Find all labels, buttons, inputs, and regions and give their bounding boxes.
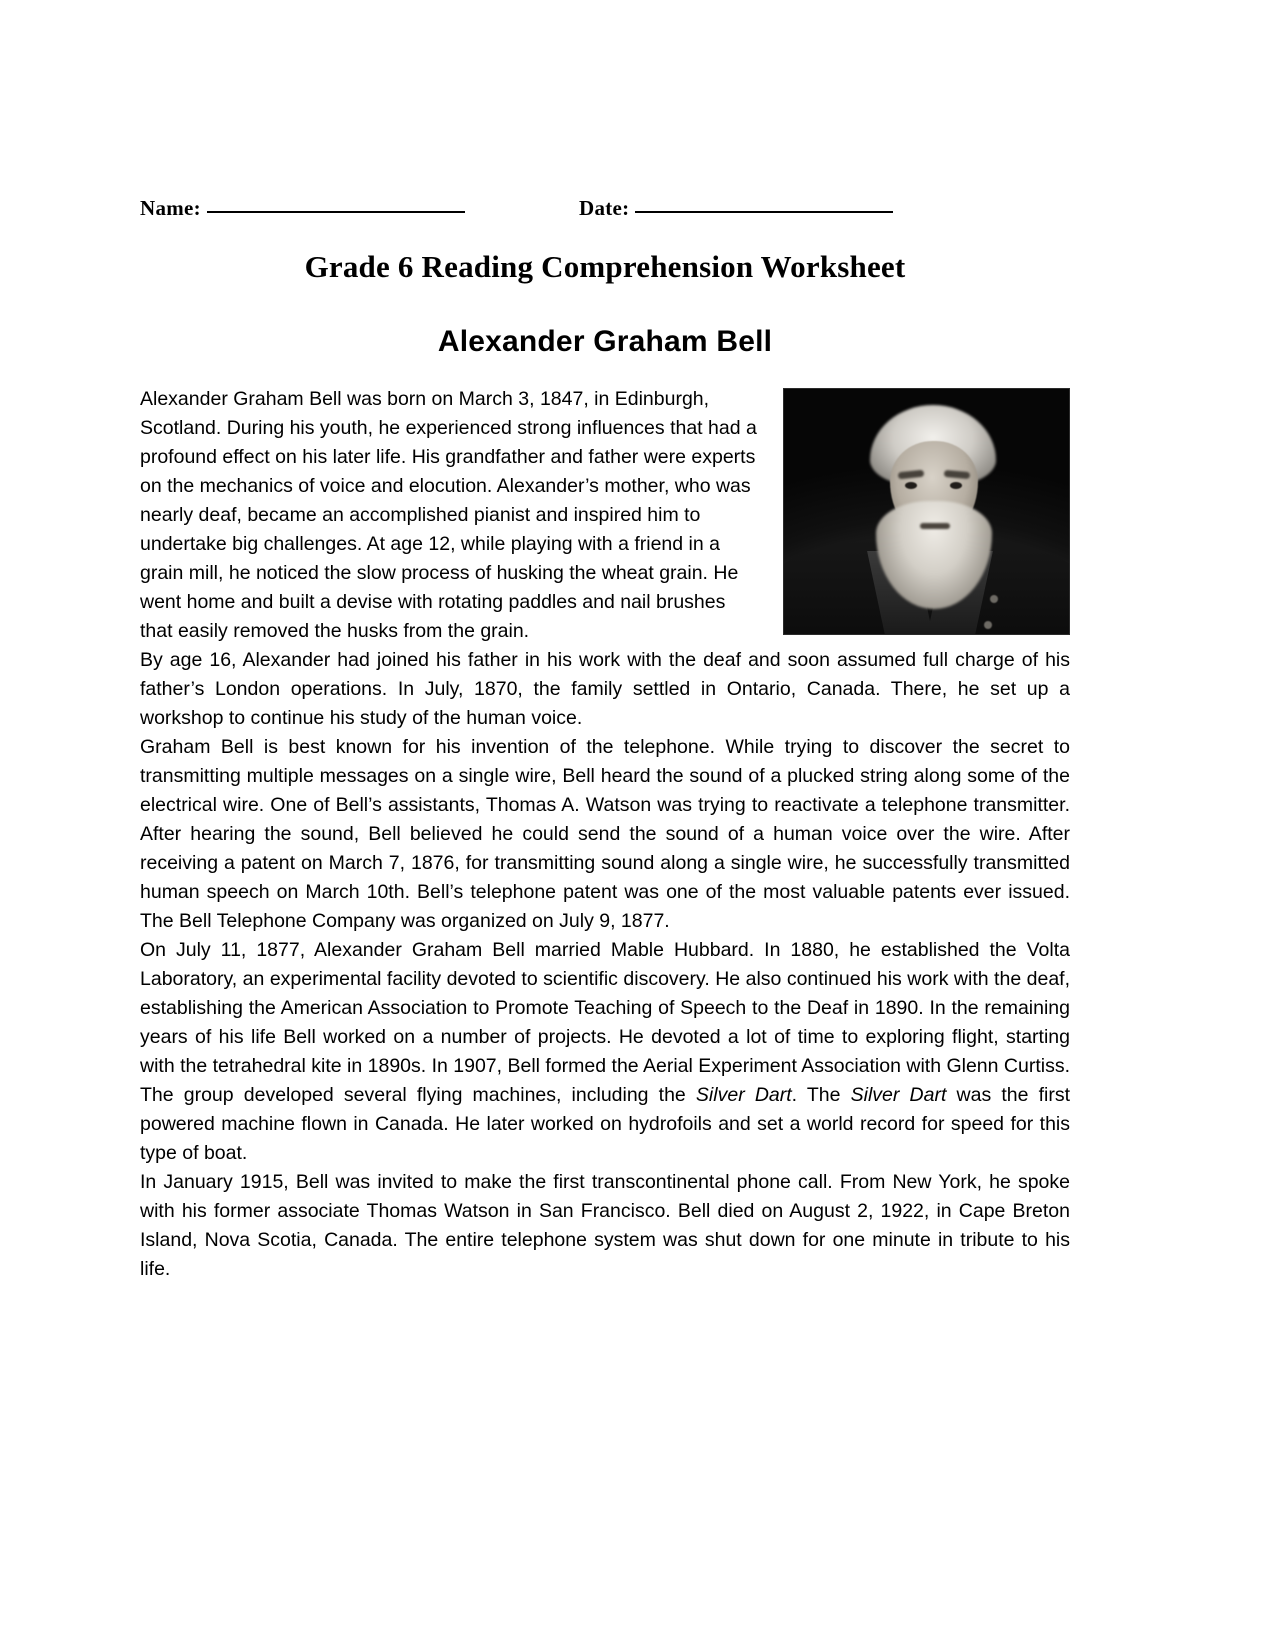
name-input-line[interactable] xyxy=(207,211,465,213)
paragraph-1: Alexander Graham Bell was born on March 3, 1847, in Edinburgh, Scotland. During his youth, he experienced strong influences that had a profound effect on his later life. His grandfather and father were experts on the mechanics of voice and elocution. Alexander’s mother, who was nearly deaf, became an accomplished pianist and inspired him to undertake big challenges. At age 12, while playing with a friend in a grain mill, he noticed the slow process of husking the wheat grain. He went home and built a devise with rotating paddles and nail brushes that easily removed the husks from the grain. xyxy=(140,388,757,642)
page-content xyxy=(140,196,1070,1284)
paragraph-4-part-a: On July 11, 1877, Alexander Graham Bell married Mable Hubbard. In 1880, he established the Volta Laboratory, an experimental facility devoted to scientific discovery. He also continued his work with the deaf, establishing the American Association to Promote Teaching of Speech to the Deaf in 1890. In the remaining years of his life Bell worked on a number of projects. He devoted a lot of time to exploring flight, starting with the tetrahedral kite in 1890s. In 1907, Bell formed the Aerial Experiment Association with Glenn Curtiss. The group developed several flying machines, including the xyxy=(140,939,1070,1106)
portrait-button-lower xyxy=(984,621,992,629)
paragraph-3: Graham Bell is best known for his invention of the telephone. While trying to discover the secret to transmitting multiple messages on a single wire, Bell heard the sound of a plucked string along some of the electrical wire. One of Bell’s assistants, Thomas A. Watson was trying to reactivate a telephone transmitter. After hearing the sound, Bell believed he could send the sound of a human voice over the wire. After receiving a patent on March 7, 1876, for transmitting sound along a single wire, he successfully transmitted human speech on March 10th. Bell’s telephone patent was one of the most valuable patents ever issued. The Bell Telephone Company was organized on July 9, 1877. xyxy=(140,736,1070,932)
article-title: Alexander Graham Bell xyxy=(437,325,773,358)
paragraph-4 xyxy=(140,936,1070,1168)
bell-portrait-image xyxy=(783,388,1070,635)
portrait-button-upper xyxy=(990,595,998,603)
name-label: Name: xyxy=(140,196,201,220)
portrait-mouth xyxy=(920,523,950,529)
paragraph-4-part-b: . The xyxy=(791,1084,851,1106)
paragraph-2: By age 16, Alexander had joined his father in his work with the deaf and soon assumed full charge of his father’s London operations. In July, 1870, the family settled in Ontario, Canada. There, he set up a workshop to continue his study of the human voice. xyxy=(140,649,1070,729)
date-input-line[interactable] xyxy=(635,211,893,213)
date-label: Date: xyxy=(578,196,630,220)
passage-body xyxy=(140,385,1070,1284)
silver-dart-title-1: Silver Dart xyxy=(695,1084,792,1106)
paragraph-4-part-c: was the first powered machine flown in Canada. He later worked on hydrofoils and set a world record for speed for this type of boat. xyxy=(140,1084,1070,1164)
portrait-eye-right xyxy=(950,482,962,489)
silver-dart-title-2: Silver Dart xyxy=(850,1084,947,1106)
date-field-group xyxy=(579,196,893,221)
name-field-group xyxy=(140,196,465,221)
name-date-row xyxy=(140,196,1070,221)
portrait-eye-left xyxy=(905,482,917,489)
paragraph-5: In January 1915, Bell was invited to make the first transcontinental phone call. From New York, he spoke with his former associate Thomas Watson in San Francisco. Bell died on August 2, 1922, in Cape Breton Island, Nova Scotia, Canada. The entire telephone system was shut down for one minute in tribute to his life. xyxy=(140,1171,1070,1280)
worksheet-title: Grade 6 Reading Comprehension Worksheet xyxy=(304,249,906,284)
